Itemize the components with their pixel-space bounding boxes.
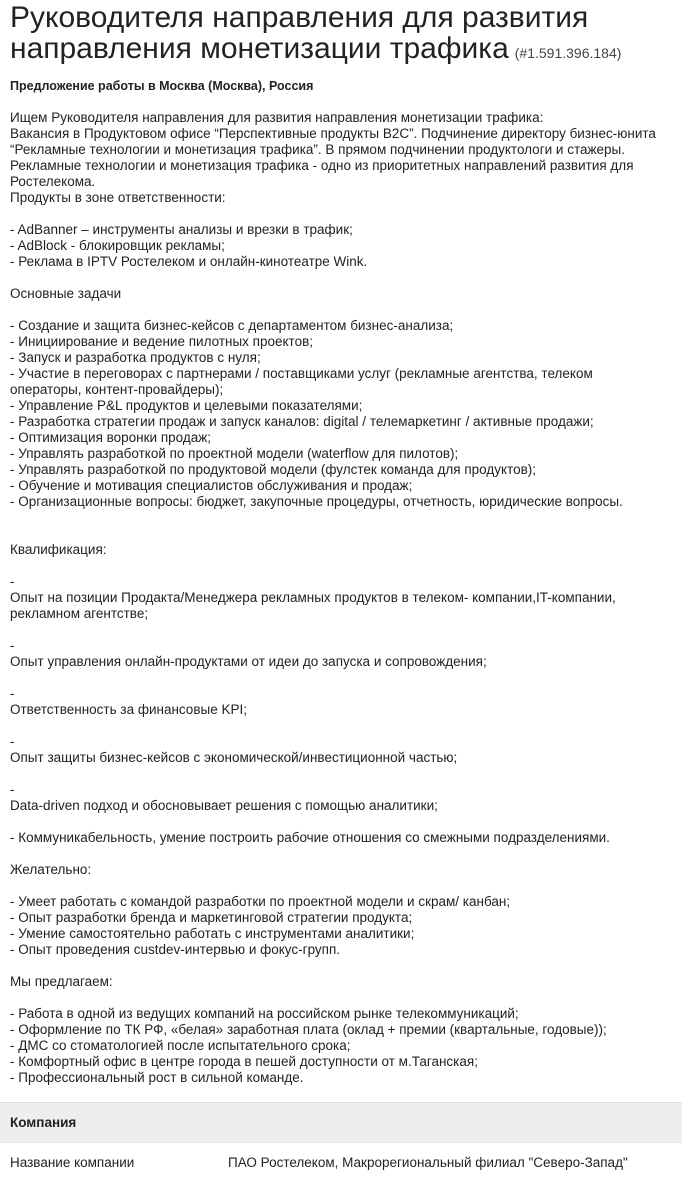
desirable-item: - Опыт разработки бренда и маркетинговой стратегии продукта; (10, 910, 413, 925)
task-item: - Создание и защита бизнес-кейсов с департаментом бизнес-анализа; (10, 318, 454, 333)
task-item: - Запуск и разработка продуктов с нуля; (10, 350, 261, 365)
intro-line: Ростелекома. (10, 174, 96, 189)
task-item: - Организационные вопросы: бюджет, закупочные процедуры, отчетность, юридические вопросы. (10, 494, 623, 509)
task-item: - Оптимизация воронки продаж; (10, 430, 212, 445)
qualification-item: Опыт на позиции Продакта/Менеджера рекламных продуктов в телеком- компании,IT-компании, (10, 590, 616, 605)
qualification-item: Опыт защиты бизнес-кейсов с экономической/инвестиционной частью; (10, 750, 458, 765)
title-line-2 (10, 33, 680, 69)
qualification-dash: - (10, 782, 15, 797)
task-item: операторы, контент-провайдеры); (10, 382, 224, 397)
job-location: Предложение работы в Москва (Москва), Россия (10, 79, 314, 93)
offer-item: - Комфортный офис в центре города в пешей доступности от м.Таганская; (10, 1054, 478, 1069)
intro-line: Продукты в зоне ответственности: (10, 190, 226, 205)
task-item: - Разработка стратегии продаж и запуск каналов: digital / телемаркетинг / активные продажи; (10, 414, 594, 429)
desirable-heading: Желательно: (10, 862, 92, 877)
desirable-item: - Умеет работать с командой разработки по проектной модели и скрам/ канбан; (10, 894, 511, 909)
title-line-2-text: направления монетизации трафика (10, 32, 509, 65)
qualification-dash: - (10, 734, 15, 749)
task-item: - Обучение и мотивация специалистов обслуживания и продаж; (10, 478, 413, 493)
job-description (10, 110, 682, 1086)
qualification-dash: - (10, 638, 15, 653)
company-name-row (0, 1142, 682, 1177)
qualification-item: Ответственность за финансовые KPI; (10, 702, 247, 717)
company-section (0, 1102, 682, 1177)
company-heading: Компания (0, 1102, 682, 1142)
qualification-dash: - (10, 574, 15, 589)
intro-line: “Рекламные технологии и монетизация трафика”. В прямом подчинении продуктологи и стажеры. (10, 142, 625, 157)
qualification-heading: Квалификация: (10, 542, 107, 557)
offer-item: - Профессиональный рост в сильной команде. (10, 1070, 304, 1085)
intro-line: Рекламные технологии и монетизация трафика - одно из приоритетных направлений развития для (10, 158, 634, 173)
offer-item: - Работа в одной из ведущих компаний на российском рынке телекоммуникаций; (10, 1006, 519, 1021)
job-id: (#1.591.396.184) (514, 45, 622, 61)
company-name-label: Название компании (10, 1155, 135, 1170)
qualification-item: Data-driven подход и обосновывает решения с помощью аналитики; (10, 798, 438, 813)
qualification-dash: - (10, 686, 15, 701)
desirable-item: - Умение самостоятельно работать с инструментами аналитики; (10, 926, 415, 941)
offer-heading: Мы предлагаем: (10, 974, 113, 989)
task-item: - Участие в переговорах с партнерами / поставщиками услуг (рекламные агентства, телеком (10, 366, 593, 381)
intro-line: Ищем Руководителя направления для развития направления монетизации трафика: (10, 110, 544, 125)
task-item: - Управлять разработкой по проектной модели (waterflow для пилотов); (10, 446, 459, 461)
task-item: - Управление P&L продуктов и целевыми показателями; (10, 398, 363, 413)
product-item: - AdBlock - блокировщик рекламы; (10, 238, 225, 253)
tasks-heading: Основные задачи (10, 286, 122, 301)
offer-item: - ДМС со стоматологией после испытательного срока; (10, 1038, 351, 1053)
company-name-value: ПАО Ростелеком, Макрорегиональный филиал "Северо-Запад" (228, 1155, 628, 1170)
desirable-item: - Опыт проведения custdev-интервью и фокус-групп. (10, 942, 341, 957)
task-item: - Управлять разработкой по продуктовой модели (фулстек команда для продуктов); (10, 462, 537, 477)
communication-item: - Коммуникабельность, умение построить рабочие отношения со смежными подразделениями. (10, 830, 610, 845)
page-title (10, 0, 680, 69)
product-item: - AdBanner – инструменты анализы и врезки в трафик; (10, 222, 353, 237)
task-item: - Инициирование и ведение пилотных проектов; (10, 334, 314, 349)
qualification-item: Опыт управления онлайн-продуктами от идеи до запуска и сопровождения; (10, 654, 487, 669)
title-line-1: Руководителя направления для развития (10, 1, 589, 34)
offer-item: - Оформление по ТК РФ, «белая» заработная плата (оклад + премии (квартальные, годовые)); (10, 1022, 607, 1037)
qualification-item: рекламном агентстве; (10, 606, 149, 621)
product-item: - Реклама в IPTV Ростелеком и онлайн-кинотеатре Wink. (10, 254, 368, 269)
intro-line: Вакансия в Продуктовом офисе “Перспективные продукты B2C”. Подчинение директору бизнес-юнита (10, 126, 656, 141)
